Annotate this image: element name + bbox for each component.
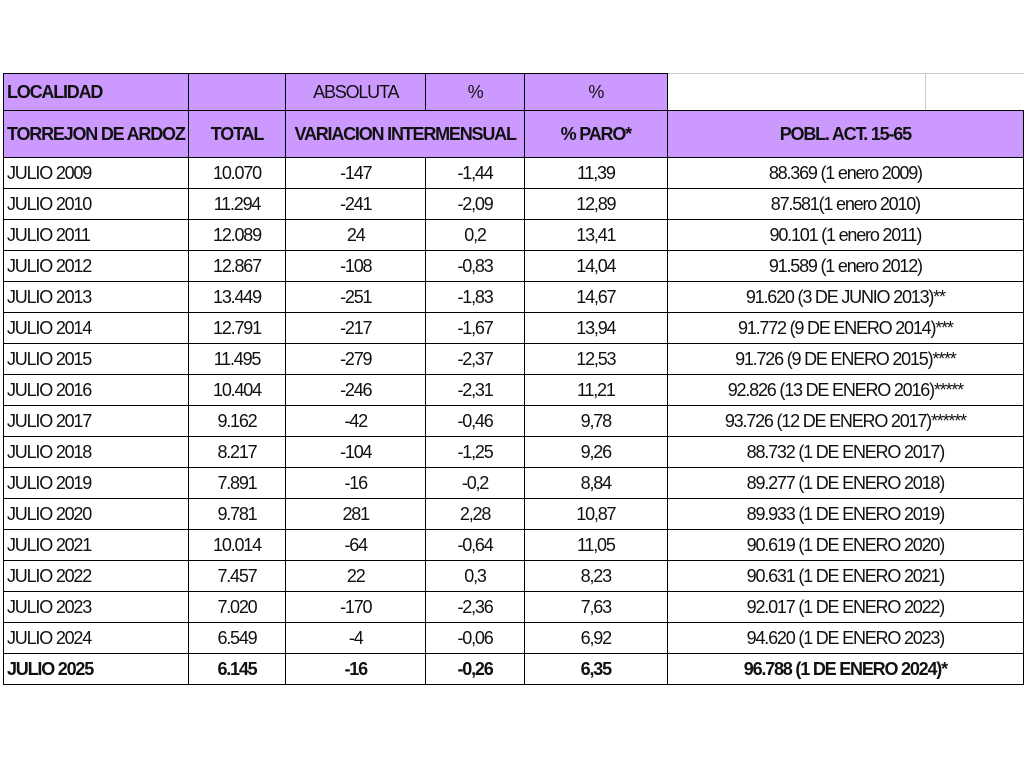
pct-variation-cell[interactable]: 2,28 (426, 499, 525, 530)
total-cell[interactable]: 9.781 (188, 499, 286, 530)
total-cell[interactable]: 11.294 (188, 189, 286, 220)
header-localidad[interactable]: LOCALIDAD (4, 74, 189, 111)
table-row (4, 313, 1024, 344)
pct-variation-cell[interactable]: -2,31 (426, 375, 525, 406)
table-row (4, 158, 1024, 189)
table-row (4, 654, 1024, 685)
paro-cell[interactable]: 11,21 (524, 375, 667, 406)
pct-variation-cell[interactable]: -2,37 (426, 344, 525, 375)
pct-variation-cell[interactable]: -2,09 (426, 189, 525, 220)
pct-variation-cell[interactable]: -1,67 (426, 313, 525, 344)
table-row (4, 592, 1024, 623)
abs-variation-cell[interactable]: -104 (286, 437, 426, 468)
header-total[interactable]: TOTAL (188, 111, 286, 158)
period-cell[interactable]: JULIO 2018 (4, 437, 189, 468)
total-cell[interactable]: 6.145 (188, 654, 286, 685)
total-cell[interactable]: 10.070 (188, 158, 286, 189)
abs-variation-cell[interactable]: -147 (286, 158, 426, 189)
abs-variation-cell[interactable]: 22 (286, 561, 426, 592)
abs-variation-cell[interactable]: -279 (286, 344, 426, 375)
total-cell[interactable]: 12.791 (188, 313, 286, 344)
paro-cell[interactable]: 13,94 (524, 313, 667, 344)
pobl-act-cell[interactable]: 87.581(1 enero 2010) (667, 189, 1023, 220)
pobl-act-cell[interactable]: 90.631 (1 DE ENERO 2021) (667, 561, 1023, 592)
period-cell[interactable]: JULIO 2023 (4, 592, 189, 623)
abs-variation-cell[interactable]: 24 (286, 220, 426, 251)
pct-variation-cell[interactable]: -2,36 (426, 592, 525, 623)
period-cell[interactable]: JULIO 2012 (4, 251, 189, 282)
period-cell[interactable]: JULIO 2017 (4, 406, 189, 437)
unemployment-table (3, 73, 1024, 685)
total-cell[interactable]: 7.891 (188, 468, 286, 499)
total-cell[interactable]: 8.217 (188, 437, 286, 468)
pobl-act-cell[interactable]: 88.369 (1 enero 2009) (667, 158, 1023, 189)
pct-variation-cell[interactable]: -0,2 (426, 468, 525, 499)
pobl-act-cell[interactable]: 91.589 (1 enero 2012) (667, 251, 1023, 282)
total-cell[interactable]: 7.020 (188, 592, 286, 623)
table-row (4, 499, 1024, 530)
header-paro[interactable]: % PARO* (524, 111, 667, 158)
pct-variation-cell[interactable]: -1,25 (426, 437, 525, 468)
pct-variation-cell[interactable]: -0,83 (426, 251, 525, 282)
header-absoluta[interactable]: ABSOLUTA (286, 74, 426, 111)
abs-variation-cell[interactable]: -251 (286, 282, 426, 313)
abs-variation-cell[interactable]: -241 (286, 189, 426, 220)
paro-cell[interactable]: 6,92 (524, 623, 667, 654)
period-cell[interactable]: JULIO 2019 (4, 468, 189, 499)
abs-variation-cell[interactable]: 281 (286, 499, 426, 530)
table-row (4, 437, 1024, 468)
abs-variation-cell[interactable]: -108 (286, 251, 426, 282)
paro-cell[interactable]: 13,41 (524, 220, 667, 251)
table-row (4, 344, 1024, 375)
paro-cell[interactable]: 10,87 (524, 499, 667, 530)
pct-variation-cell[interactable]: -0,26 (426, 654, 525, 685)
header-percent[interactable]: % (426, 74, 525, 111)
period-cell[interactable]: JULIO 2015 (4, 344, 189, 375)
table-row (4, 375, 1024, 406)
abs-variation-cell[interactable]: -217 (286, 313, 426, 344)
abs-variation-cell[interactable]: -246 (286, 375, 426, 406)
abs-variation-cell[interactable]: -16 (286, 654, 426, 685)
paro-cell[interactable]: 11,05 (524, 530, 667, 561)
table-row (4, 189, 1024, 220)
pct-variation-cell[interactable]: -0,46 (426, 406, 525, 437)
period-cell[interactable]: JULIO 2025 (4, 654, 189, 685)
table-row (4, 468, 1024, 499)
paro-cell[interactable]: 8,84 (524, 468, 667, 499)
paro-cell[interactable]: 14,04 (524, 251, 667, 282)
period-cell[interactable]: JULIO 2014 (4, 313, 189, 344)
table-row (4, 561, 1024, 592)
total-cell[interactable]: 12.089 (188, 220, 286, 251)
table-row (4, 251, 1024, 282)
header-blank-cell[interactable] (188, 74, 286, 111)
paro-cell[interactable]: 12,89 (524, 189, 667, 220)
pct-variation-cell[interactable]: -1,83 (426, 282, 525, 313)
paro-cell[interactable]: 14,67 (524, 282, 667, 313)
abs-variation-cell[interactable]: -64 (286, 530, 426, 561)
header-empty-cell-2[interactable] (925, 74, 1023, 111)
paro-cell[interactable]: 11,39 (524, 158, 667, 189)
table-row (4, 623, 1024, 654)
total-cell[interactable]: 13.449 (188, 282, 286, 313)
header-variacion-intermensual[interactable]: VARIACION INTERMENSUAL (286, 111, 525, 158)
period-cell[interactable]: JULIO 2011 (4, 220, 189, 251)
pobl-act-cell[interactable]: 91.726 (9 DE ENERO 2015)**** (667, 344, 1023, 375)
header-empty-cell[interactable] (667, 74, 925, 111)
pobl-act-cell[interactable]: 93.726 (12 DE ENERO 2017)****** (667, 406, 1023, 437)
pobl-act-cell[interactable]: 91.620 (3 DE JUNIO 2013)** (667, 282, 1023, 313)
abs-variation-cell[interactable]: -170 (286, 592, 426, 623)
pobl-act-cell[interactable]: 91.772 (9 DE ENERO 2014)*** (667, 313, 1023, 344)
paro-cell[interactable]: 9,78 (524, 406, 667, 437)
total-cell[interactable]: 12.867 (188, 251, 286, 282)
pct-variation-cell[interactable]: -1,44 (426, 158, 525, 189)
paro-cell[interactable]: 7,63 (524, 592, 667, 623)
pct-variation-cell[interactable]: 0,2 (426, 220, 525, 251)
period-cell[interactable]: JULIO 2021 (4, 530, 189, 561)
pct-variation-cell[interactable]: -0,06 (426, 623, 525, 654)
pobl-act-cell[interactable]: 92.017 (1 DE ENERO 2022) (667, 592, 1023, 623)
period-cell[interactable]: JULIO 2022 (4, 561, 189, 592)
header-pobl-act[interactable]: POBL. ACT. 15-65 (667, 111, 1023, 158)
total-cell[interactable]: 11.495 (188, 344, 286, 375)
pobl-act-cell[interactable]: 92.826 (13 DE ENERO 2016)***** (667, 375, 1023, 406)
table-row (4, 406, 1024, 437)
paro-cell[interactable]: 9,26 (524, 437, 667, 468)
header-row-1 (4, 74, 1024, 111)
header-percent-2[interactable]: % (524, 74, 667, 111)
total-cell[interactable]: 7.457 (188, 561, 286, 592)
total-cell[interactable]: 10.404 (188, 375, 286, 406)
table-row (4, 220, 1024, 251)
paro-cell[interactable]: 6,35 (524, 654, 667, 685)
period-cell[interactable]: JULIO 2020 (4, 499, 189, 530)
pct-variation-cell[interactable]: 0,3 (426, 561, 525, 592)
abs-variation-cell[interactable]: -4 (286, 623, 426, 654)
paro-cell[interactable]: 8,23 (524, 561, 667, 592)
pobl-act-cell[interactable]: 88.732 (1 DE ENERO 2017) (667, 437, 1023, 468)
pobl-act-cell[interactable]: 89.277 (1 DE ENERO 2018) (667, 468, 1023, 499)
table-row (4, 530, 1024, 561)
period-cell[interactable]: JULIO 2009 (4, 158, 189, 189)
pobl-act-cell[interactable]: 94.620 (1 DE ENERO 2023) (667, 623, 1023, 654)
pobl-act-cell[interactable]: 96.788 (1 DE ENERO 2024)* (667, 654, 1023, 685)
pobl-act-cell[interactable]: 89.933 (1 DE ENERO 2019) (667, 499, 1023, 530)
paro-cell[interactable]: 12,53 (524, 344, 667, 375)
header-row-2 (4, 111, 1024, 158)
pobl-act-cell[interactable]: 90.619 (1 DE ENERO 2020) (667, 530, 1023, 561)
total-cell[interactable]: 9.162 (188, 406, 286, 437)
period-cell[interactable]: JULIO 2016 (4, 375, 189, 406)
period-cell[interactable]: JULIO 2013 (4, 282, 189, 313)
abs-variation-cell[interactable]: -42 (286, 406, 426, 437)
period-cell[interactable]: JULIO 2010 (4, 189, 189, 220)
pct-variation-cell[interactable]: -0,64 (426, 530, 525, 561)
total-cell[interactable]: 10.014 (188, 530, 286, 561)
table-row (4, 282, 1024, 313)
header-torrejon[interactable]: TORREJON DE ARDOZ (4, 111, 189, 158)
pobl-act-cell[interactable]: 90.101 (1 enero 2011) (667, 220, 1023, 251)
abs-variation-cell[interactable]: -16 (286, 468, 426, 499)
total-cell[interactable]: 6.549 (188, 623, 286, 654)
period-cell[interactable]: JULIO 2024 (4, 623, 189, 654)
